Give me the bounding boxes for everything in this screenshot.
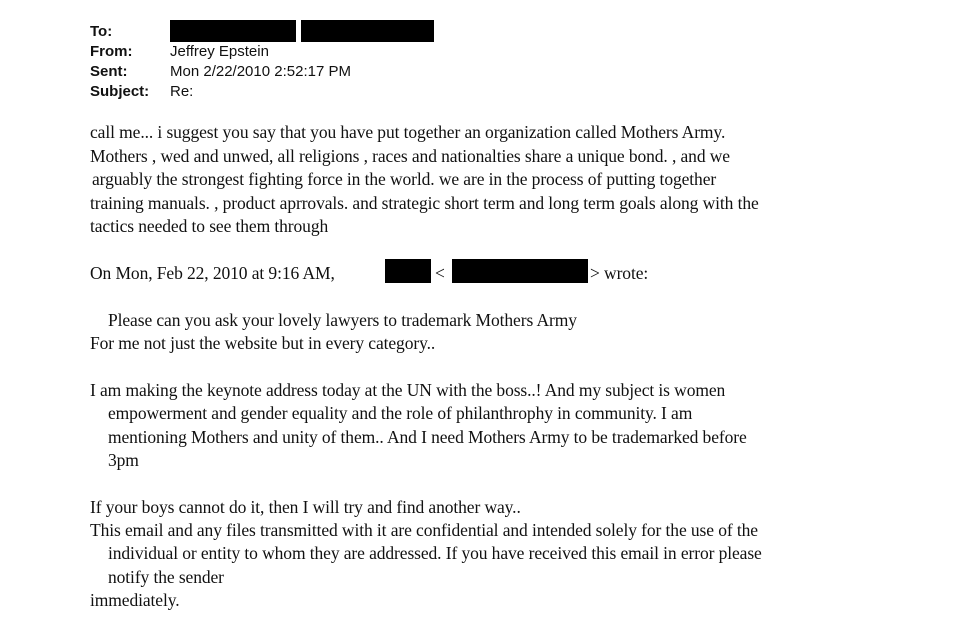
disclaimer-line: This email and any files transmitted with it are confidential and intended solely for the use of the — [90, 520, 758, 540]
redaction-to-name — [170, 20, 296, 42]
quoted-line: empowerment and gender equality and the role of philanthrophy in community. I am — [108, 403, 693, 423]
disclaimer-line: immediately. — [90, 590, 180, 610]
reply-line: training manuals. , product aprrovals. and strategic short term and long term goals along with the — [90, 193, 759, 213]
quoted-line: mentioning Mothers and unity of them.. And I need Mothers Army to be trademarked before — [108, 427, 747, 447]
reply-line: call me... i suggest you say that you have put together an organization called Mothers Army. — [90, 122, 726, 142]
quote-intro-prefix: On Mon, Feb 22, 2010 at 9:16 AM, — [90, 263, 335, 283]
sent-value: Mon 2/22/2010 2:52:17 PM — [170, 63, 351, 80]
from-label: From: — [90, 43, 133, 60]
quoted-line: 3pm — [108, 450, 139, 470]
to-label: To: — [90, 23, 113, 40]
disclaimer-line: individual or entity to whom they are addressed. If you have received this email in error please — [108, 543, 762, 563]
reply-line: arguably the strongest fighting force in the world. we are in the process of putting together — [92, 169, 717, 189]
redaction-sender-email — [452, 259, 588, 283]
sent-label: Sent: — [90, 63, 128, 80]
quote-intro-suffix: > wrote: — [590, 263, 649, 283]
from-value: Jeffrey Epstein — [170, 43, 269, 60]
reply-line: Mothers , wed and unwed, all religions , races and nationalties share a unique bond. , and we — [90, 146, 730, 166]
quote-intro-lt: < — [435, 263, 445, 283]
subject-value: Re: — [170, 83, 194, 100]
quoted-line: For me not just the website but in every category.. — [90, 333, 436, 353]
disclaimer-line: notify the sender — [108, 567, 224, 587]
quoted-line: Please can you ask your lovely lawyers to trademark Mothers Army — [108, 310, 577, 330]
redaction-to-address — [301, 20, 434, 42]
redaction-sender-name — [385, 259, 431, 283]
quoted-line: I am making the keynote address today at the UN with the boss..! And my subject is women — [90, 380, 726, 400]
quoted-line: If your boys cannot do it, then I will try and find another way.. — [90, 497, 521, 517]
subject-label: Subject: — [90, 83, 150, 100]
reply-line: tactics needed to see them through — [90, 216, 329, 236]
